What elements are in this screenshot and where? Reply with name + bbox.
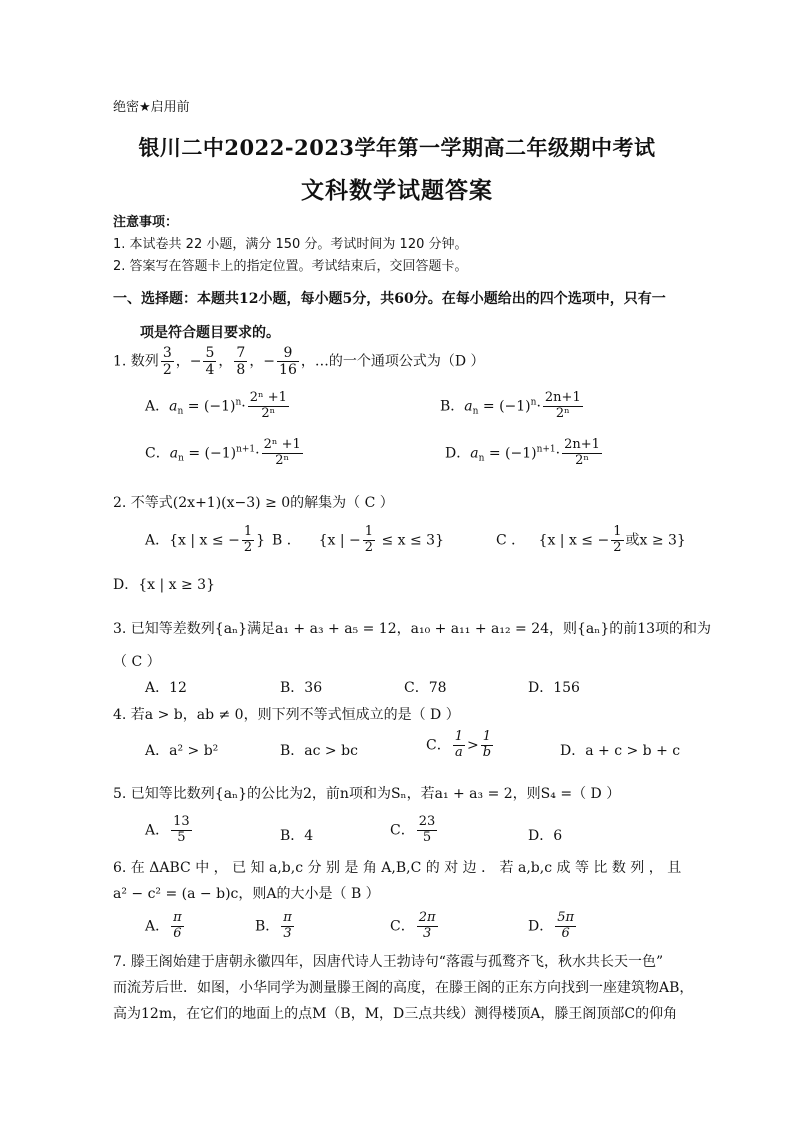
q2-a-pre: {x | x ≤ −: [169, 532, 240, 549]
q2-b-post: ≤ x ≤ 3}: [377, 532, 444, 549]
q2-c-post: 或x ≥ 3}: [625, 532, 686, 549]
q1-term-1: [161, 345, 174, 378]
q1-c-exp: n+1: [236, 444, 256, 455]
q2-b-num: 1: [364, 524, 373, 539]
q1-term-3-num: 7: [236, 345, 246, 361]
q4-option-a[interactable]: A．a² > b²: [145, 743, 219, 759]
q5-c-frac: [417, 815, 438, 846]
q2-a-num: 1: [243, 524, 253, 539]
q1-c-lhs: a: [169, 445, 179, 462]
q1-a-num: 2ⁿ +1: [249, 390, 287, 405]
q6-d-frac: [555, 911, 576, 942]
q1-a-sub: n: [177, 406, 184, 417]
q2-a-den: 2: [243, 539, 253, 555]
q1-b-sub: n: [472, 406, 479, 417]
q1-b-frac: [543, 391, 583, 422]
question-7-line-2: 而流芳后世．如图，小华同学为测量滕王阁的高度，在滕王阁的正东方向找到一座建筑物AB，: [113, 980, 694, 996]
q5-option-a[interactable]: [145, 815, 194, 846]
q5-option-b[interactable]: B．4: [280, 828, 314, 844]
q2-b-label: B ．: [272, 532, 301, 549]
q1-d-sub: n: [478, 453, 485, 464]
q4-option-c[interactable]: [426, 730, 495, 761]
q1-a-eq: = (−1): [183, 398, 236, 415]
q2-option-a[interactable]: [145, 525, 265, 556]
q2-option-c[interactable]: [496, 525, 686, 556]
question-3-stem: 3. 已知等差数列{aₙ}满足a₁ + a₃ + a₅ = 12，a₁₀ + a₁₁ + a₁₂ = 24，则{aₙ}的前13项的和为: [113, 621, 712, 637]
q1-d-frac: [562, 438, 602, 469]
q1-term-1-num: 3: [162, 345, 172, 361]
q2-option-b[interactable]: [272, 525, 444, 556]
q6-a-num: π: [173, 910, 182, 925]
q4-c-label: C．: [426, 737, 451, 754]
q1-sep-3: ，−: [249, 353, 276, 370]
q2-a-post: }: [256, 532, 266, 549]
q3-option-b[interactable]: B．36: [280, 680, 323, 696]
q1-term-4-den: 16: [279, 362, 297, 379]
q1-option-b-label: B．: [440, 398, 465, 415]
q2-c-frac: [611, 525, 623, 556]
q1-d-den: 2ⁿ: [575, 452, 589, 468]
q3-option-a[interactable]: A．12: [145, 680, 187, 696]
q4-c-frac-2: [481, 730, 493, 761]
q6-a-frac: [171, 911, 184, 942]
q6-a-den: 6: [173, 925, 182, 941]
q4-c-n1: 1: [454, 729, 463, 744]
q5-a-den: 5: [177, 829, 186, 845]
q1-b-eq: = (−1): [478, 398, 531, 415]
q1-a-dot: ·: [241, 398, 246, 415]
q1-d-lhs: a: [470, 445, 479, 462]
q5-option-c[interactable]: [390, 815, 439, 846]
q1-a-lhs: a: [169, 398, 178, 415]
notes-item-2: 2. 答案写在答题卡上的指定位置。考试结束后，交回答题卡。: [113, 259, 468, 274]
q1-b-den: 2ⁿ: [555, 405, 570, 421]
q1-option-d[interactable]: [445, 438, 604, 469]
q1-sep-1: ，−: [175, 353, 202, 370]
q1-option-c-label: C．: [145, 445, 170, 462]
q1-sep-2: ，: [218, 353, 233, 370]
q5-c-den: 5: [422, 829, 432, 845]
q5-a-label: A．: [145, 822, 170, 839]
q6-d-num: 5π: [557, 910, 575, 925]
q3-answer: （ C ）: [113, 654, 161, 670]
question-7-line-3: 高为12m，在它们的地面上的点M（B，M，D三点共线）测得楼顶A，滕王阁顶部C的仰角: [113, 1006, 678, 1022]
q1-suffix: ，…的一个通项公式为（D ）: [300, 353, 485, 370]
q1-term-1-den: 2: [162, 362, 172, 379]
q5-c-label: C．: [390, 822, 415, 839]
q3-option-c[interactable]: C．78: [404, 680, 447, 696]
q1-term-3: [234, 345, 247, 378]
section-1-line-1: 一、选择题：本题共12小题，每小题5分，共60分。在每小题给出的四个选项中，只有一: [113, 291, 666, 307]
q5-a-frac: [171, 815, 192, 846]
q1-option-a-label: A．: [145, 398, 170, 415]
section-1-line-2: 项是符合题目要求的。: [140, 325, 280, 341]
q6-c-num: 2π: [418, 910, 436, 925]
q1-d-eq: = (−1): [484, 445, 537, 462]
question-2-stem: 2. 不等式(2x+1)(x−3) ≥ 0的解集为（ C ）: [113, 495, 394, 511]
question-1-stem: [113, 345, 485, 378]
q1-term-3-den: 8: [236, 362, 246, 379]
q4-c-gt: >: [467, 737, 479, 754]
q1-a-den: 2ⁿ: [261, 405, 276, 421]
q1-c-den: 2ⁿ: [275, 452, 290, 468]
q6-c-frac: [417, 911, 438, 942]
q4-c-n2: 1: [481, 730, 493, 746]
notes-item-1: 1. 本试卷共 22 小题，满分 150 分。考试时间为 120 分钟。: [113, 237, 468, 252]
q6-option-c[interactable]: [390, 911, 440, 942]
exam-subtitle: 文科数学试题答案: [301, 177, 493, 204]
q1-option-a[interactable]: [145, 391, 291, 422]
q1-c-dot: ·: [255, 445, 260, 462]
q4-c-frac-1: [453, 730, 465, 761]
question-6-line-1: 6. 在 ΔABC 中 ， 已 知 a,b,c 分 别 是 角 A,B,C 的 对 边 ． 若 a,b,c 成 等 比 数 列 ， 且: [113, 860, 682, 876]
question-7-line-1: 7. 滕王阁始建于唐朝永徽四年，因唐代诗人王勃诗句“落霞与孤鹜齐飞，秋水共长天一色”: [113, 954, 664, 970]
q1-b-num: 2n+1: [544, 390, 581, 405]
q6-option-b[interactable]: [255, 911, 296, 942]
q1-c-num: 2ⁿ +1: [263, 437, 301, 452]
q6-b-num: π: [283, 910, 292, 925]
q1-c-frac: [262, 438, 303, 469]
question-6-line-2: a² − c² = (a − b)c，则A的大小是（ B ）: [113, 886, 380, 902]
q4-c-d2: b: [482, 744, 492, 760]
q6-c-label: C．: [390, 918, 415, 935]
q2-b-frac: [363, 525, 375, 556]
q6-b-den: 3: [283, 925, 292, 941]
q2-b-den: 2: [364, 539, 373, 555]
q6-b-label: B．: [255, 918, 280, 935]
notes-heading: 注意事项：: [113, 215, 179, 230]
q1-term-4-num: 9: [277, 345, 299, 362]
q2-b-pre: {x | −: [318, 532, 361, 549]
q4-option-d[interactable]: D．a + c > b + c: [560, 743, 681, 759]
q1-b-lhs: a: [464, 398, 473, 415]
q6-d-den: 6: [561, 925, 570, 941]
q1-c-eq: = (−1): [183, 445, 237, 462]
confidential-label: 绝密★启用前: [113, 100, 190, 115]
q2-a-frac: [242, 525, 254, 556]
q1-prefix: 1. 数列: [113, 353, 159, 370]
q2-c-num: 1: [613, 524, 622, 539]
q6-a-label: A．: [145, 918, 170, 935]
q2-c-den: 2: [613, 539, 622, 555]
q1-d-dot: ·: [555, 445, 561, 462]
q4-c-d1: a: [454, 744, 463, 760]
q2-option-d[interactable]: D．{x | x ≥ 3}: [113, 577, 215, 593]
q1-c-sub: n: [178, 453, 184, 464]
q1-term-4: [277, 345, 299, 378]
q6-b-frac: [281, 911, 294, 942]
q3-option-d[interactable]: D．156: [528, 680, 580, 696]
q6-option-a[interactable]: [145, 911, 186, 942]
question-4-stem: 4. 若a > b，ab ≠ 0，则下列不等式恒成立的是（ D ）: [113, 707, 460, 723]
q1-term-2-num: 5: [205, 345, 215, 361]
q5-option-d[interactable]: D．6: [528, 828, 563, 844]
q1-b-dot: ·: [536, 398, 541, 415]
q1-d-exp: n+1: [536, 444, 556, 455]
q1-term-2-den: 4: [205, 362, 215, 379]
q4-option-b[interactable]: B．ac > bc: [280, 743, 358, 759]
q6-d-label: D．: [528, 918, 554, 935]
q5-a-num: 13: [173, 814, 190, 829]
q1-term-2: [203, 345, 216, 378]
question-5-stem: 5. 已知等比数列{aₙ}的公比为2，前n项和为Sₙ，若a₁ + a₃ = 2，则S₄ =（ D ）: [113, 786, 621, 802]
exam-title: 银川二中2022-2023学年第一学期高二年级期中考试: [138, 135, 656, 160]
q2-c-label: C ．: [496, 532, 526, 549]
q6-c-den: 3: [422, 925, 432, 941]
q1-a-exp: n: [235, 397, 242, 408]
q5-c-num: 23: [418, 814, 436, 829]
q6-option-d[interactable]: [528, 911, 578, 942]
q1-a-frac: [248, 391, 289, 422]
q2-c-pre: {x | x ≤ −: [538, 532, 610, 549]
q1-d-num: 2n+1: [564, 437, 600, 452]
q1-b-exp: n: [530, 397, 537, 408]
q1-option-d-label: D．: [445, 445, 471, 462]
q2-a-label: A．: [145, 532, 170, 549]
q1-option-b[interactable]: [440, 391, 585, 422]
q1-option-c[interactable]: [145, 438, 305, 469]
